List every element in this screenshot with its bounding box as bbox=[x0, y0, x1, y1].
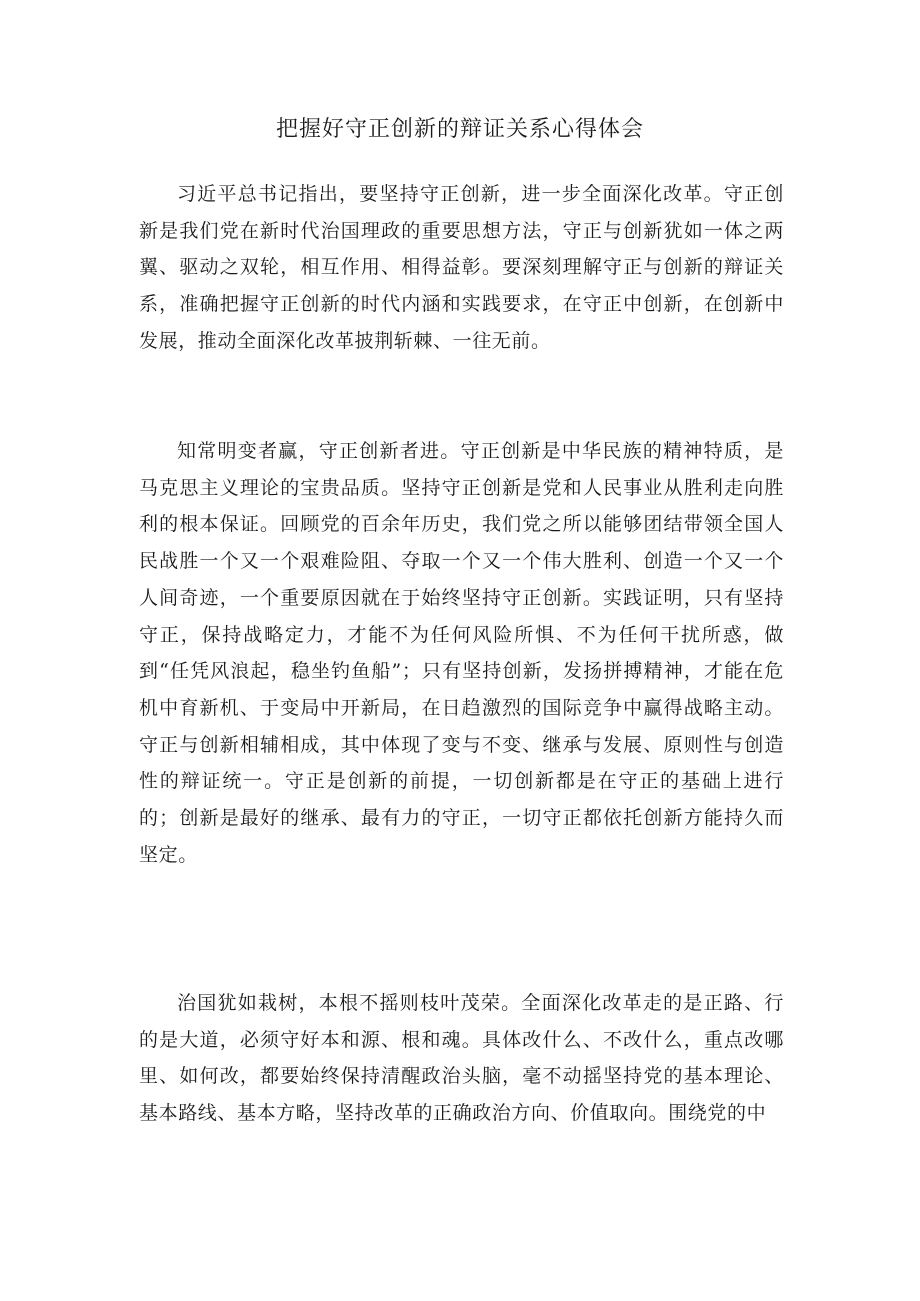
document-title: 把握好守正创新的辩证关系心得体会 bbox=[275, 117, 644, 142]
paragraph-3: 治国犹如栽树，本根不摇则枝叶茂荣。全面深化改革走的是正路、行的是大道，必须守好本和源、根和魂。具体改什么、不改什么，重点改哪里、如何改，都要始终保持清醒政治头脑，毫不动摇坚持党的基本理论、基本路线、基本方略，坚持改革的正确政治方向、价值取向。围绕党的中 bbox=[139, 992, 784, 1125]
paragraph-2: 知常明变者赢，守正创新者进。守正创新是中华民族的精神特质，是马克思主义理论的宝贵品质。坚持守正创新是党和人民事业从胜利走向胜利的根本保证。回顾党的百余年历史，我们党之所以能够团结带领全国人民战胜一个又一个艰难险阻、夺取一个又一个伟大胜利、创造一个又一个人间奇迹，一个重要原因就在于始终坚持守正创新。实践证明，只有坚持守正，保持战略定力，才能不为任何风险所惧、不为任何干扰所惑，做到“任凭风浪起，稳坐钓鱼船”；只有坚持创新，发扬拼搏精神，才能在危机中育新机、于变局中开新局，在日趋激烈的国际竞争中赢得战略主动。守正与创新相辅相成，其中体现了变与不变、继承与发展、原则性与创造性的辩证统一。守正是创新的前提，一切创新都是在守正的基础上进行的；创新是最好的继承、最有力的守正，一切守正都依托创新方能持久而坚定。 bbox=[139, 440, 784, 866]
paragraph-1: 习近平总书记指出，要坚持守正创新，进一步全面深化改革。守正创新是我们党在新时代治国理政的重要思想方法，守正与创新犹如一体之两翼、驱动之双轮，相互作用、相得益彰。要深刻理解守正与创新的辩证关系，准确把握守正创新的时代内涵和实践要求，在守正中创新，在创新中发展，推动全面深化改革披荆斩棘、一往无前。 bbox=[139, 183, 784, 352]
